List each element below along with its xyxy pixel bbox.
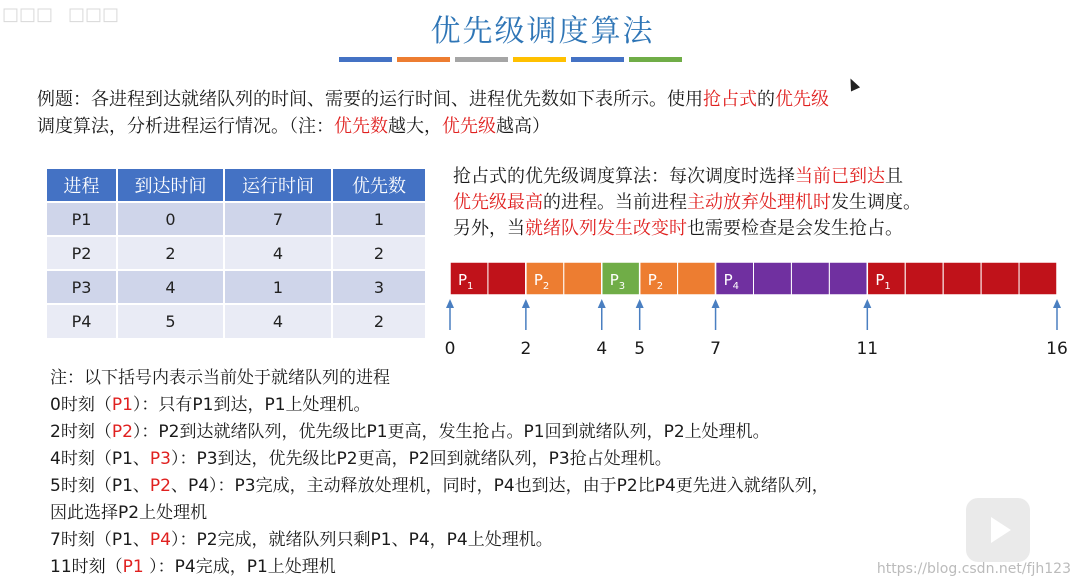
table-cell: 1 (224, 270, 332, 304)
table-cell: 2 (332, 304, 426, 338)
gantt-unit-cell (488, 262, 526, 295)
column-header: 到达时间 (117, 169, 224, 202)
gantt-unit-cell (791, 262, 829, 295)
time-tick-label: 5 (634, 339, 646, 359)
note-line: 0时刻（P1）：只有P1到达，P1上处理机。 (50, 395, 371, 415)
time-arrow-head (636, 299, 644, 308)
note-line: 5时刻（P1、P2、P4）：P3完成，主动释放处理机，同时，P4也到达，由于P2比P4更先进入就绪队列， (50, 476, 829, 496)
gantt-segment-label: $P_3$ (609, 271, 626, 292)
gantt-segment-label: $P_1$ (458, 271, 474, 292)
table-cell: 1 (332, 202, 426, 236)
algorithm-explanation: 抢占式的优先级调度算法：每次调度时选择当前已到达且 优先级最高的进程。当前进程主动放弃处理机时发生调度。 另外，当就绪队列发生改变时也需要检查是会发生抢占。 (453, 166, 921, 239)
table-cell: P3 (47, 270, 117, 304)
gantt-unit-cell (1019, 262, 1057, 295)
time-tick-label: 0 (444, 339, 456, 359)
gantt-segment-label: $P_2$ (647, 271, 664, 292)
note-line: 7时刻（P1、P4）：P2完成，就绪队列只剩P1、P4，P4上处理机。 (50, 530, 553, 550)
time-arrow-head (522, 299, 530, 308)
note-line: 因此选择P2上处理机 (50, 503, 208, 523)
corner-logo: □□□ □□□ (2, 4, 120, 25)
column-header: 进程 (47, 169, 117, 202)
note-line: 11时刻（P1 ）：P4完成，P1上处理机 (50, 557, 336, 577)
time-tick-label: 11 (856, 339, 879, 359)
time-tick-label: 4 (596, 339, 608, 359)
gantt-unit-cell (564, 262, 602, 295)
time-tick-label: 16 (1046, 339, 1068, 359)
column-header: 运行时间 (224, 169, 332, 202)
note-line: 4时刻（P1、P3）：P3到达，优先级比P2更高，P2回到就绪队列，P3抢占处理机。 (50, 449, 672, 469)
note-line: 2时刻（P2）：P2到达就绪队列，优先级比P1更高，发生抢占。P1回到就绪队列，P2上处理机。 (50, 422, 770, 442)
table-cell: 4 (224, 236, 332, 270)
column-header: 优先数 (332, 169, 426, 202)
page-title: 优先级调度算法 (430, 14, 655, 49)
gantt-unit-cell (905, 262, 943, 295)
time-arrow-head (598, 299, 606, 308)
note-heading: 注：以下括号内表示当前处于就绪队列的进程 (50, 368, 390, 388)
gantt-segment-label: $P_1$ (875, 271, 891, 292)
time-tick-label: 2 (520, 339, 532, 359)
table-cell: 7 (224, 202, 332, 236)
table-cell: 4 (224, 304, 332, 338)
example-text: 例题：各进程到达就绪队列的时间、需要的运行时间、进程优先数如下表所示。使用抢占式的优先级 调度算法，分析进程运行情况。（注：优先数越大，优先级越高） (37, 89, 829, 137)
table-cell: 2 (332, 236, 426, 270)
play-button-overlay[interactable] (966, 498, 1030, 562)
gantt-unit-cell (678, 262, 716, 295)
gantt-unit-cell (981, 262, 1019, 295)
gantt-unit-cell (829, 262, 867, 295)
table-cell: 4 (117, 270, 224, 304)
time-arrow-head (863, 299, 871, 308)
time-tick-label: 7 (710, 339, 721, 359)
table-cell: 0 (117, 202, 224, 236)
time-arrow-head (1053, 299, 1061, 308)
table-cell: P2 (47, 236, 117, 270)
time-arrow-head (712, 299, 720, 308)
table-cell: 5 (117, 304, 224, 338)
table-cell: 2 (117, 236, 224, 270)
notes-block (50, 365, 1080, 581)
gantt-unit-cell (754, 262, 792, 295)
table-cell: P1 (47, 202, 117, 236)
gantt-segment-label: $P_2$ (533, 271, 550, 292)
gantt-unit-cell (943, 262, 981, 295)
table-cell: P4 (47, 304, 117, 338)
watermark: https://blog.csdn.net/fjh123 (876, 561, 1071, 577)
time-arrow-head (446, 299, 454, 308)
gantt-segment-label: $P_4$ (723, 271, 739, 292)
table-cell: 3 (332, 270, 426, 304)
